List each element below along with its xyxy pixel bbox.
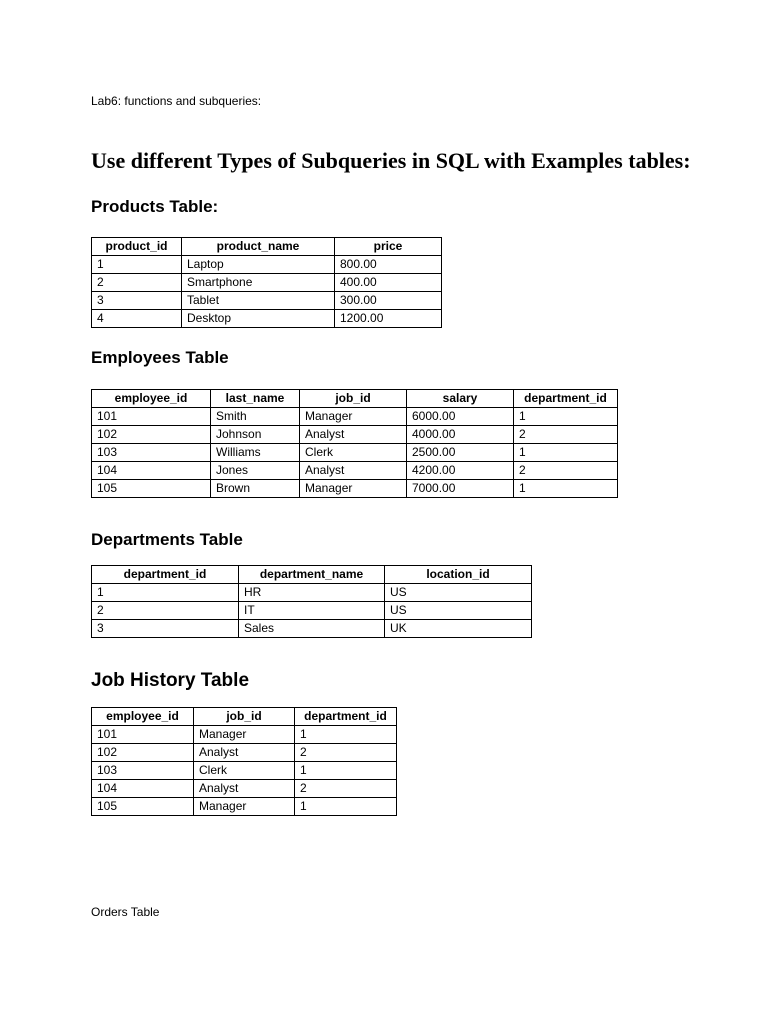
table-header-row [92,390,618,408]
table-cell: 2 [92,602,239,620]
table-cell: IT [239,602,385,620]
job-history-heading: Job History Table [91,670,250,691]
table-row [92,274,442,292]
table-cell: 800.00 [335,256,442,274]
table-cell: Analyst [194,780,295,798]
table-row [92,584,532,602]
table-row [92,426,618,444]
products-table [91,237,442,328]
table-cell: Tablet [182,292,335,310]
orders-heading: Orders Table [91,905,160,919]
table-cell: Clerk [194,762,295,780]
table-header-row [92,708,397,726]
table-row [92,726,397,744]
table-cell: Smith [211,408,300,426]
table-cell: Analyst [300,462,407,480]
table-cell: Desktop [182,310,335,328]
table-cell: 101 [92,726,194,744]
table-cell: 103 [92,762,194,780]
column-header: location_id [385,566,532,584]
table-cell: 102 [92,744,194,762]
departments-table [91,565,532,638]
table-cell: 4200.00 [407,462,514,480]
table-cell: 1200.00 [335,310,442,328]
table-cell: 2 [92,274,182,292]
table-row [92,620,532,638]
table-cell: 1 [514,408,618,426]
table-row [92,292,442,310]
table-row [92,462,618,480]
table-cell: 1 [514,444,618,462]
table-row [92,744,397,762]
table-cell: 1 [295,798,397,816]
table-cell: 103 [92,444,211,462]
table-cell: Smartphone [182,274,335,292]
employees-table [91,389,618,498]
table-cell: 1 [514,480,618,498]
table-cell: Clerk [300,444,407,462]
column-header: price [335,238,442,256]
table-cell: Manager [300,480,407,498]
table-cell: Laptop [182,256,335,274]
table-row [92,408,618,426]
table-cell: US [385,584,532,602]
main-title: Use different Types of Subqueries in SQL with Examples tables: [91,148,691,173]
table-cell: Manager [194,798,295,816]
table-cell: 3 [92,620,239,638]
table-cell: 105 [92,798,194,816]
table-cell: 4000.00 [407,426,514,444]
table-cell: 101 [92,408,211,426]
table-cell: UK [385,620,532,638]
table-cell: Manager [194,726,295,744]
table-cell: 1 [295,726,397,744]
table-cell: Analyst [300,426,407,444]
table-header-row [92,566,532,584]
products-heading: Products Table: [91,197,219,216]
job-history-table [91,707,397,816]
table-row [92,444,618,462]
column-header: department_id [514,390,618,408]
table-cell: Williams [211,444,300,462]
table-cell: 105 [92,480,211,498]
column-header: department_id [295,708,397,726]
table-row [92,780,397,798]
table-cell: 4 [92,310,182,328]
table-cell: HR [239,584,385,602]
table-cell: 104 [92,780,194,798]
table-cell: 1 [295,762,397,780]
table-row [92,310,442,328]
column-header: product_name [182,238,335,256]
table-cell: 400.00 [335,274,442,292]
table-cell: US [385,602,532,620]
column-header: department_name [239,566,385,584]
table-row [92,602,532,620]
table-cell: 1 [92,256,182,274]
table-cell: Brown [211,480,300,498]
column-header: job_id [300,390,407,408]
column-header: salary [407,390,514,408]
column-header: department_id [92,566,239,584]
table-row [92,256,442,274]
table-cell: 1 [92,584,239,602]
table-cell: 300.00 [335,292,442,310]
table-cell: 6000.00 [407,408,514,426]
column-header: last_name [211,390,300,408]
table-cell: 104 [92,462,211,480]
table-cell: Analyst [194,744,295,762]
table-cell: 3 [92,292,182,310]
table-cell: 2 [514,426,618,444]
table-cell: Sales [239,620,385,638]
table-cell: 7000.00 [407,480,514,498]
table-header-row [92,238,442,256]
table-cell: Johnson [211,426,300,444]
lab-title: Lab6: functions and subqueries: [91,94,262,108]
table-cell: 2500.00 [407,444,514,462]
table-cell: 2 [514,462,618,480]
table-cell: 2 [295,744,397,762]
departments-heading: Departments Table [91,530,243,549]
table-cell: Manager [300,408,407,426]
column-header: employee_id [92,708,194,726]
table-row [92,480,618,498]
table-row [92,798,397,816]
column-header: employee_id [92,390,211,408]
column-header: job_id [194,708,295,726]
employees-heading: Employees Table [91,348,229,367]
column-header: product_id [92,238,182,256]
table-cell: Jones [211,462,300,480]
table-row [92,762,397,780]
table-cell: 2 [295,780,397,798]
table-cell: 102 [92,426,211,444]
